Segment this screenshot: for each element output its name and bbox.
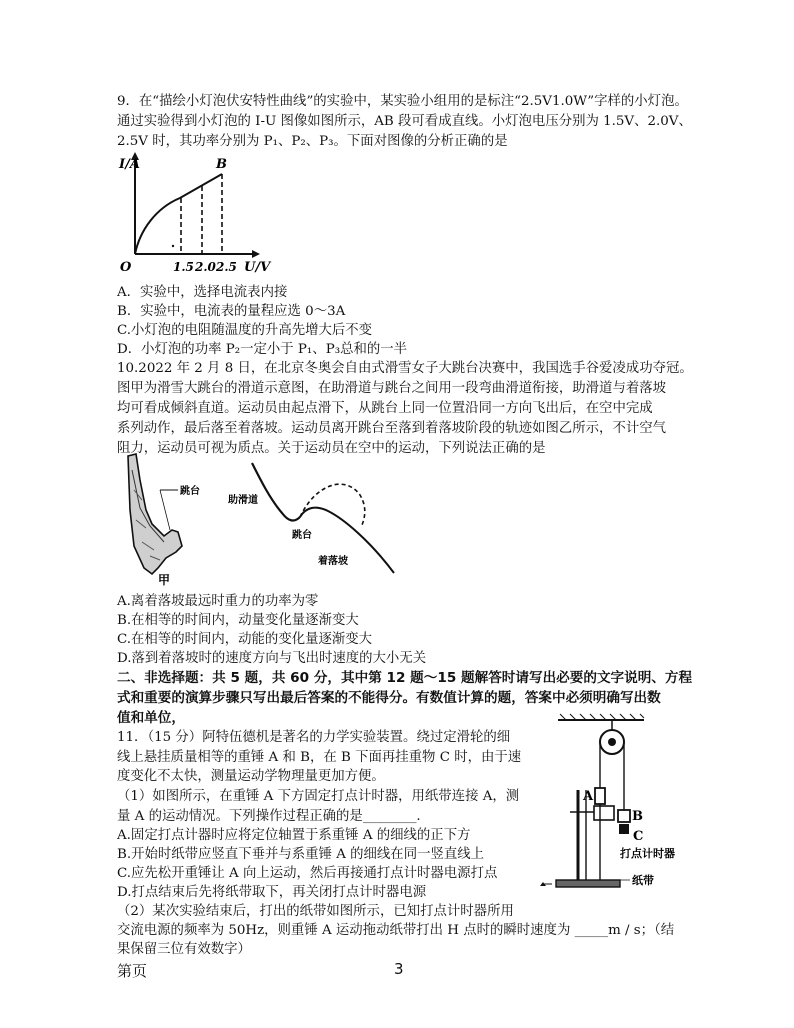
run-up-label: 助滑道 xyxy=(228,495,258,506)
q10-line-1: 10.2022 年 2 月 8 日，在北京冬奥会自由式滑雪女子大跳台决赛中，我国选手谷爱凌成功夺冠。 xyxy=(117,361,693,376)
q11-line-4: （1）如图所示，在重锤 A 下方固定打点计时器，用纸带连接 A，测 xyxy=(117,789,520,804)
weight-c xyxy=(619,824,629,834)
tape-label: 纸带 xyxy=(632,874,654,887)
q10-option-d: D.落到着落坡时的速度方向与飞出时速度的大小无关 xyxy=(117,651,427,666)
y-axis-label: I/A xyxy=(119,157,140,172)
q10-line-4: 系列动作，最后落至着落坡。运动员离开跳台至落到着落坡阶段的轨迹如图乙所示，不计空气 xyxy=(117,421,667,436)
jumping-platform-label-b: 跳台 xyxy=(292,530,312,541)
origin-label: O xyxy=(120,260,132,275)
q9-option-c: C.小灯泡的电阻随温度的升高先增大后不变 xyxy=(117,323,373,338)
q11-option-a: A.固定打点计器时应将定位轴置于系重锤 A 的细线的正下方 xyxy=(117,828,471,843)
ski-jump-figure-a xyxy=(120,450,220,588)
q9-option-a: A．实验中，选择电流表内接 xyxy=(117,285,288,300)
timer xyxy=(594,806,614,820)
jumping-platform-label-a: 跳台 xyxy=(180,486,200,497)
q9-line-2: 通过实验得到小灯泡的 I-U 图像如图所示，AB 段可看成直线。小灯泡电压分别为 1.5V、2.0V、 xyxy=(117,114,692,129)
q11-option-c: C.应先松开重锤让 A 向上运动，然后再接通打点计时器电源打点 xyxy=(117,866,498,881)
stand-base xyxy=(556,880,620,887)
run-up-track xyxy=(252,463,300,520)
q11-part2-line-3: 果保留三位有效数字） xyxy=(117,942,251,957)
weight-a xyxy=(595,788,605,804)
q11-line-5: 量 A 的运动情况。下列操作过程正确的是________. xyxy=(117,809,421,824)
q10-option-b: B.在相等的时间内，动量变化量逐渐变大 xyxy=(117,613,359,628)
q11-line-2: 线上悬挂质量相等的重锤 A 和 B，在 B 下面再挂重物 C 时，由于速 xyxy=(117,750,522,765)
atwood-machine-figure xyxy=(540,712,690,900)
iu-curve xyxy=(135,174,222,254)
weight-c-label: C xyxy=(633,829,644,844)
point-b-label: B xyxy=(216,157,227,172)
q11-part2-line-1: （2）某次实验结束后，打出的纸带如图所示，已知打点计时器所用 xyxy=(117,904,514,919)
section2-line-2: 式和重要的演算步骤只写出最后答案的不能得分。有数值计算的题，答案中必须明确写出数 xyxy=(117,690,661,706)
x-axis-arrow xyxy=(252,250,260,258)
weight-b-label: B xyxy=(632,809,643,824)
q9-option-b: B．实验中，电流表的量程应选 0～3A xyxy=(117,304,346,319)
jia-label: 甲 xyxy=(158,573,171,587)
ski-structure xyxy=(128,454,182,574)
tick-2-0: 2.0 xyxy=(195,260,216,274)
q10-line-5: 阻力，运动员可视为质点。关于运动员在空中的运动，下列说法正确的是 xyxy=(117,441,546,456)
footer-page-label: 第页 xyxy=(117,962,148,980)
section2-line-1: 二、非选择题：共 5 题，共 60 分，其中第 12 题～15 题解答时请写出必要的文字说明、方程 xyxy=(117,670,693,686)
q10-option-a: A.离着落坡最远时重力的功率为零 xyxy=(117,594,319,609)
q11-part2-line-2: 交流电源的频率为 50Hz，则重锤 A 运动拖动纸带打出 H 点时的瞬时速度为 _____m / s；（结 xyxy=(117,923,675,938)
q11-line-1: 11．（15 分）阿特伍德机是著名的力学实验装置。绕过定滑轮的细 xyxy=(117,730,511,745)
ski-trajectory-figure-b xyxy=(220,455,420,580)
flight-trajectory xyxy=(300,484,365,525)
landing-slope-label: 着落坡 xyxy=(318,556,348,567)
q9-line-3: 2.5V 时，其功率分别为 P₁、P₂、P₃。下面对图像的分析正确的是 xyxy=(117,134,508,149)
x-axis-label: U/V xyxy=(244,260,271,275)
q10-line-2: 图甲为滑雪大跳台的滑道示意图，在助滑道与跳台之间用一段弯曲滑道衔接，助滑道与着落坡 xyxy=(117,381,667,396)
weight-a-label: A xyxy=(583,789,594,804)
q9-option-d: D．小灯泡的功率 P₂一定小于 P₁、P₃总和的一半 xyxy=(117,342,408,357)
tick-1-5: 1.5 xyxy=(173,260,194,274)
tick-2-5: 2.5 xyxy=(216,260,237,274)
q11-option-d: D.打点结束后先将纸带取下，再关闭打点计时器电源 xyxy=(117,885,427,900)
q10-line-3: 均可看成倾斜直道。运动员由起点滑下，从跳台上同一位置沿同一方向飞出后，在空中完成 xyxy=(117,401,653,416)
section2-line-3: 值和单位， xyxy=(117,710,185,726)
q9-line-1: 9．在“描绘小灯泡伏安特性曲线”的实验中，某实验小组用的是标注“2.5V1.0W”字样的小灯泡。 xyxy=(117,94,688,109)
footer-page-number: 3 xyxy=(394,960,404,978)
q11-option-b: B.开始时纸带应竖直下垂并与系重锤 A 的细线在同一竖直线上 xyxy=(117,847,485,862)
timer-label: 打点计时器 xyxy=(620,847,675,860)
q10-option-c: C.在相等的时间内，动能的变化量逐渐变大 xyxy=(117,632,373,647)
weight-b xyxy=(618,810,630,822)
iu-graph-figure xyxy=(118,150,278,278)
q11-line-3: 度变化不太快，测量运动学物理量更加方便。 xyxy=(117,769,385,784)
